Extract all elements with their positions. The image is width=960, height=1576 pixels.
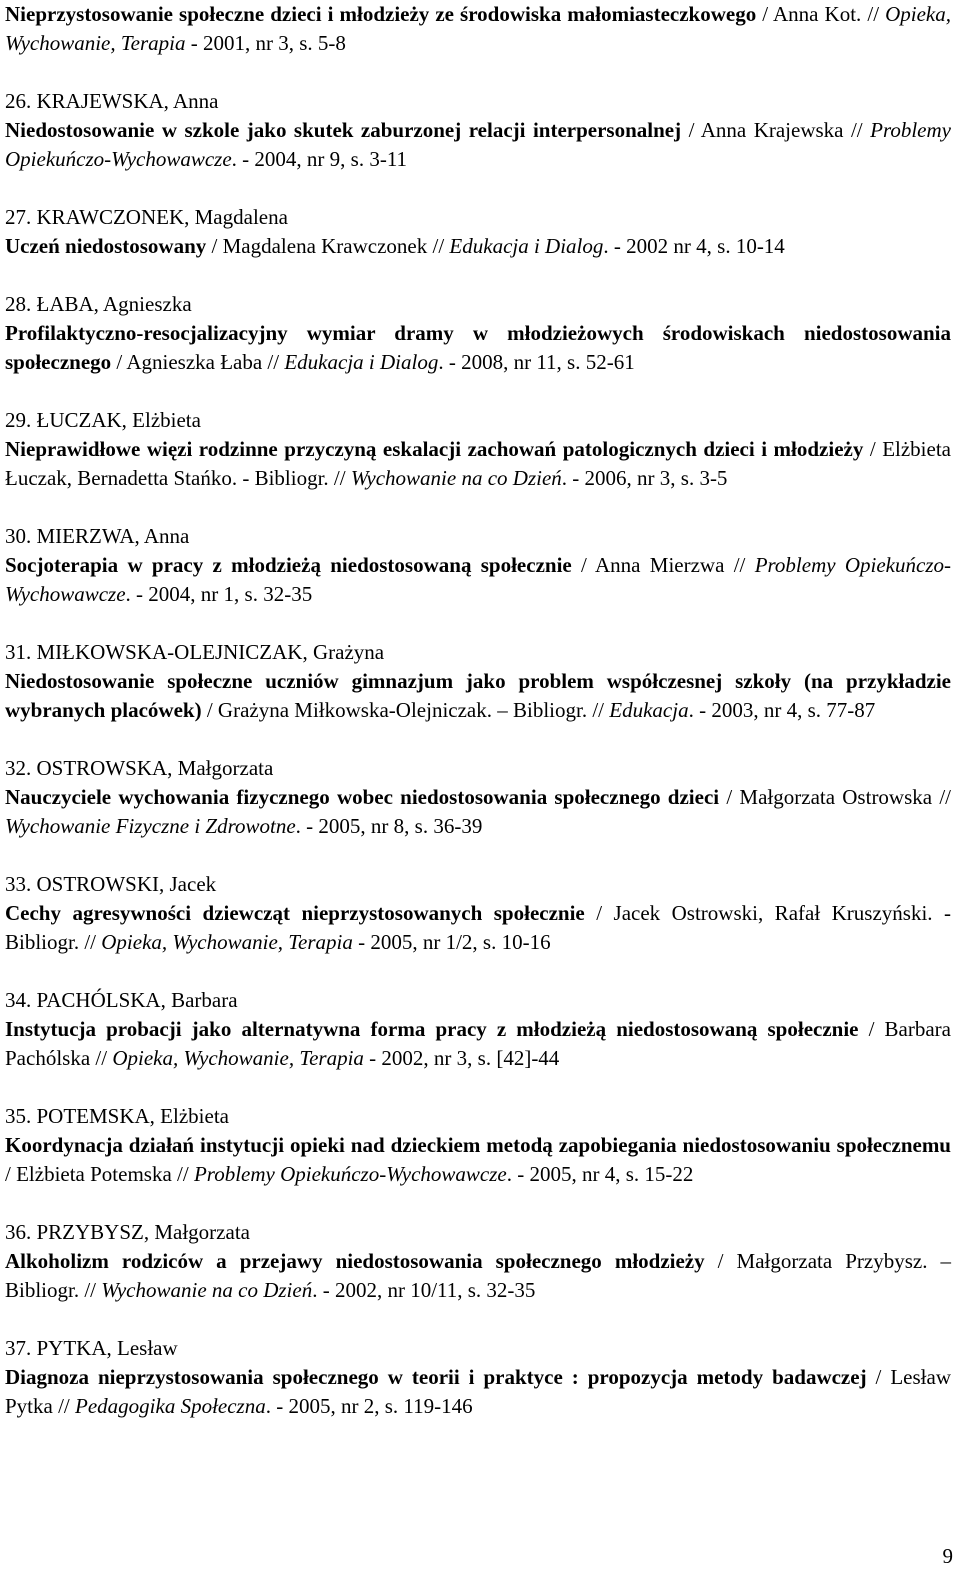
bibliography-entry — [5, 638, 951, 725]
entry-journal: Problemy Opiekuńczo-Wychowawcze — [5, 118, 951, 171]
entry-journal: Problemy Opiekuńczo-Wychowawcze — [5, 553, 951, 606]
bibliography-list — [5, 87, 951, 1421]
entry-author: / Elżbieta Łuczak, Bernadetta Stańko. - Bibliogr. // — [5, 437, 951, 490]
entry-details: . - 2005, nr 4, s. 15-22 — [506, 1162, 694, 1186]
bibliography-entry-continued — [5, 0, 951, 58]
entry-citation — [5, 319, 951, 377]
entry-citation — [5, 667, 951, 725]
entry-heading: 34. PACHÓLSKA, Barbara — [5, 988, 238, 1012]
entry-details: . - 2004, nr 1, s. 32-35 — [125, 582, 313, 606]
entry-journal: Opieka, Wychowanie, Terapia — [112, 1046, 364, 1070]
bibliography-entry — [5, 986, 951, 1073]
entry-journal: Opieka, Wychowanie, Terapia — [5, 2, 951, 55]
entry-author: / Magdalena Krawczonek // — [206, 234, 450, 258]
entry-journal: Edukacja — [609, 698, 689, 722]
entry-title: Alkoholizm rodziców a przejawy niedostosowania społecznego młodzieży — [5, 1249, 705, 1273]
entry-author: / Lesław Pytka // — [5, 1365, 951, 1418]
entry-citation — [5, 1015, 951, 1073]
entry-citation — [5, 1247, 951, 1305]
bibliography-entry — [5, 406, 951, 493]
entry-details: . - 2006, nr 3, s. 3-5 — [561, 466, 728, 490]
entry-title: Cechy agresywności dziewcząt nieprzystosowanych społecznie — [5, 901, 585, 925]
entry-heading: 36. PRZYBYSZ, Małgorzata — [5, 1220, 250, 1244]
entry-journal: Pedagogika Społeczna — [75, 1394, 266, 1418]
entry-title: Socjoterapia w pracy z młodzieżą niedostosowaną społecznie — [5, 553, 572, 577]
entry-author: / Anna Mierzwa // — [571, 553, 755, 577]
entry-details: . - 2002, nr 10/11, s. 32-35 — [312, 1278, 536, 1302]
entry-details: . - 2005, nr 2, s. 119-146 — [265, 1394, 473, 1418]
entry-heading: 31. MIŁKOWSKA-OLEJNICZAK, Grażyna — [5, 640, 385, 664]
entry-title: Nieprzystosowanie społeczne dzieci i młodzieży ze środowiska małomiasteczkowego — [5, 2, 757, 26]
entry-details: . - 2008, nr 11, s. 52-61 — [438, 350, 635, 374]
entry-title: Nieprawidłowe więzi rodzinne przyczyną eskalacji zachowań patologicznych dzieci i młodzieży — [5, 437, 864, 461]
entry-citation — [5, 899, 951, 957]
entry-heading: 33. OSTROWSKI, Jacek — [5, 872, 217, 896]
entry-citation — [5, 116, 951, 174]
entry-title: Profilaktyczno-resocjalizacyjny wymiar dramy w młodzieżowych środowiskach niedostosowania społecznego — [5, 321, 951, 374]
entry-heading: 32. OSTROWSKA, Małgorzata — [5, 756, 274, 780]
page-number: 9 — [942, 1544, 953, 1568]
entry-details: - 2005, nr 1/2, s. 10-16 — [352, 930, 551, 954]
entry-citation — [5, 1131, 951, 1189]
bibliography-entry — [5, 1334, 951, 1421]
bibliography-entry — [5, 754, 951, 841]
entry-citation — [5, 435, 951, 493]
entry-journal: Edukacja i Dialog — [449, 234, 604, 258]
entry-details: . - 2003, nr 4, s. 77-87 — [688, 698, 876, 722]
entry-title: Niedostosowanie w szkole jako skutek zaburzonej relacji interpersonalnej — [5, 118, 682, 142]
entry-journal: Problemy Opiekuńczo-Wychowawcze — [193, 1162, 507, 1186]
entry-journal: Edukacja i Dialog — [284, 350, 439, 374]
entry-details: - 2002, nr 3, s. [42]-44 — [363, 1046, 560, 1070]
entry-details: . - 2002 nr 4, s. 10-14 — [603, 234, 785, 258]
entry-author: / Małgorzata Ostrowska // — [719, 785, 951, 809]
entry-author: / Agnieszka Łaba // — [111, 350, 285, 374]
entry-heading: 29. ŁUCZAK, Elżbieta — [5, 408, 201, 432]
entry-title: Niedostosowanie społeczne uczniów gimnazjum jako problem współczesnej szkoły (na przykładzie wybranych placówek) — [5, 669, 951, 722]
entry-citation — [5, 0, 951, 58]
entry-title: Instytucja probacji jako alternatywna forma pracy z młodzieżą niedostosowaną społecznie — [5, 1017, 859, 1041]
bibliography-entry — [5, 1218, 951, 1305]
bibliography-entry — [5, 87, 951, 174]
entry-heading: 27. KRAWCZONEK, Magdalena — [5, 205, 288, 229]
entry-citation — [5, 783, 951, 841]
entry-details: - 2001, nr 3, s. 5-8 — [185, 31, 346, 55]
bibliography-entry — [5, 870, 951, 957]
entry-journal: Wychowanie na co Dzień — [101, 1278, 313, 1302]
entry-author: / Jacek Ostrowski, Rafał Kruszyński. - Bibliogr. // — [5, 901, 951, 954]
entry-author: / Barbara Pachólska // — [5, 1017, 952, 1070]
entry-journal: Wychowanie Fizyczne i Zdrowotne — [5, 814, 296, 838]
bibliography-entry — [5, 1102, 951, 1189]
entry-details: . - 2005, nr 8, s. 36-39 — [295, 814, 483, 838]
bibliography-entry — [5, 203, 951, 261]
entry-heading: 28. ŁABA, Agnieszka — [5, 292, 192, 316]
entry-journal: Opieka, Wychowanie, Terapia — [101, 930, 353, 954]
entry-author: / Elżbieta Potemska // — [5, 1162, 194, 1186]
entry-heading: 30. MIERZWA, Anna — [5, 524, 190, 548]
bibliography-page — [5, 0, 951, 1450]
entry-title: Koordynacja działań instytucji opieki nad dzieckiem metodą zapobiegania niedostosowaniu społecznemu — [5, 1133, 951, 1157]
entry-heading: 26. KRAJEWSKA, Anna — [5, 89, 219, 113]
entry-title: Diagnoza nieprzystosowania społecznego w teorii i praktyce : propozycja metody badawczej — [5, 1365, 867, 1389]
entry-heading: 37. PYTKA, Lesław — [5, 1336, 178, 1360]
entry-citation — [5, 1363, 951, 1421]
bibliography-entry — [5, 290, 951, 377]
entry-citation — [5, 232, 951, 261]
entry-title: Uczeń niedostosowany — [5, 234, 207, 258]
entry-author: / Anna Kot. // — [756, 2, 886, 26]
entry-citation — [5, 551, 951, 609]
bibliography-entry — [5, 522, 951, 609]
entry-details: . - 2004, nr 9, s. 3-11 — [231, 147, 408, 171]
entry-journal: Wychowanie na co Dzień — [350, 466, 562, 490]
entry-title: Nauczyciele wychowania fizycznego wobec niedostosowania społecznego dzieci — [5, 785, 720, 809]
entry-author: / Grażyna Miłkowska-Olejniczak. – Bibliogr. // — [201, 698, 610, 722]
entry-heading: 35. POTEMSKA, Elżbieta — [5, 1104, 229, 1128]
entry-author: / Małgorzata Przybysz. – Bibliogr. // — [5, 1249, 951, 1302]
entry-author: / Anna Krajewska // — [681, 118, 871, 142]
